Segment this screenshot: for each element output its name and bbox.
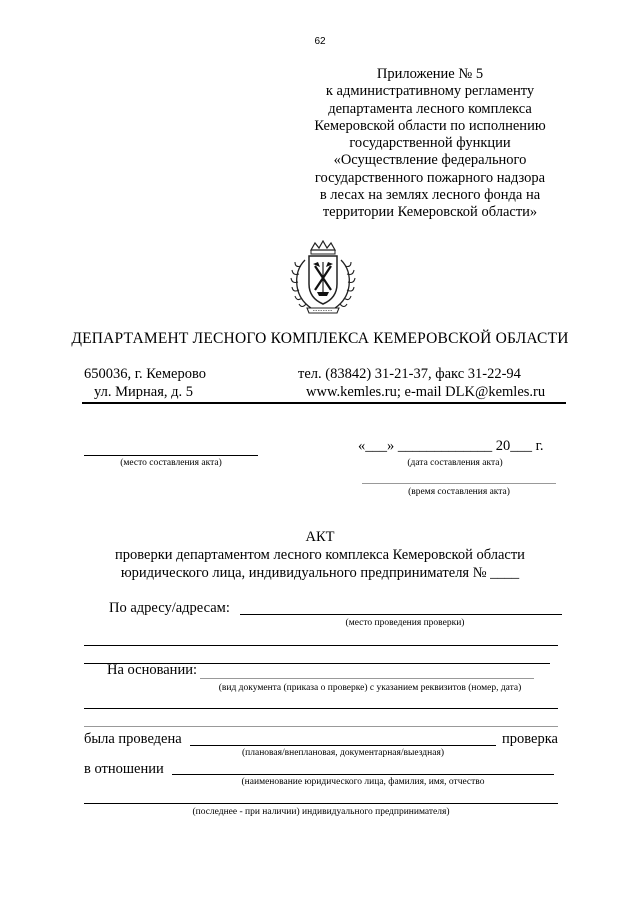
act-title: АКТ	[305, 529, 335, 545]
web-email: www.kemles.ru; e-mail DLK@kemles.ru	[306, 383, 546, 400]
header-divider	[82, 402, 566, 404]
address-field-line[interactable]	[240, 614, 562, 615]
address-label: По адресу/адресам:	[109, 600, 230, 616]
appendix-line: Приложение № 5	[376, 66, 484, 82]
address-line: ул. Мирная, д. 5	[94, 383, 193, 400]
address-caption: (место проведения проверки)	[345, 618, 465, 628]
appendix-line: к административному регламенту	[325, 83, 535, 100]
entity-name-line[interactable]	[172, 774, 554, 775]
act-subtitle-number: юридического лица, индивидуального предпринимателя № ____	[120, 565, 520, 581]
basis-label: На основании:	[107, 662, 197, 678]
appendix-line: Кемеровской области по исполнению	[314, 117, 546, 134]
basis-continuation-line[interactable]	[84, 726, 558, 727]
address-line: 650036, г. Кемерово	[84, 366, 206, 382]
address-continuation-line[interactable]	[84, 645, 558, 646]
place-caption: (место составления акта)	[120, 458, 222, 468]
inspection-type-caption: (плановая/внеплановая, документарная/выездная)	[242, 748, 444, 758]
entity-name-caption: (наименование юридического лица, фамилия, имя, отчество	[241, 777, 485, 787]
appendix-line: департамента лесного комплекса	[328, 100, 532, 117]
appendix-line: государственной функции	[349, 135, 511, 152]
appendix-line: «Осуществление федерального	[333, 152, 527, 169]
place-field-line[interactable]	[84, 455, 258, 456]
contact-info	[298, 366, 545, 401]
conducted-suffix: проверка	[502, 731, 558, 747]
basis-field-line[interactable]	[200, 678, 534, 679]
regarding-label: в отношении	[84, 761, 164, 777]
conducted-label: была проведена	[84, 731, 182, 747]
basis-continuation-line[interactable]	[84, 708, 558, 709]
appendix-line: государственного пожарного надзора	[314, 169, 546, 186]
entity-continuation-caption: (последнее - при наличии) индивидуального предпринимателя)	[192, 807, 450, 817]
entity-continuation-line[interactable]	[84, 803, 558, 804]
date-caption: (дата составления акта)	[407, 458, 503, 468]
inspection-type-line[interactable]	[190, 745, 496, 746]
phone-fax: тел. (83842) 31-21-37, факс 31-22-94	[298, 366, 521, 382]
department-title: ДЕПАРТАМЕНТ ЛЕСНОГО КОМПЛЕКСА КЕМЕРОВСКОЙ ОБЛАСТИ	[71, 330, 569, 347]
time-caption: (время составления акта)	[408, 487, 510, 497]
appendix-line: территории Кемеровской области»	[322, 204, 538, 221]
basis-caption: (вид документа (приказа о проверке) с указанием реквизитов (номер, дата)	[218, 683, 522, 693]
time-field-line[interactable]	[362, 483, 556, 484]
act-subtitle: проверки департаментом лесного комплекса Кемеровской области	[115, 547, 525, 563]
postal-address	[84, 366, 206, 401]
coat-of-arms-emblem	[287, 240, 359, 316]
appendix-line: в лесах на землях лесного фонда на	[319, 187, 541, 204]
appendix-header	[285, 66, 575, 222]
page-number: 62	[314, 36, 326, 47]
date-field[interactable]: «___» _____________ 20___ г.	[358, 438, 544, 454]
